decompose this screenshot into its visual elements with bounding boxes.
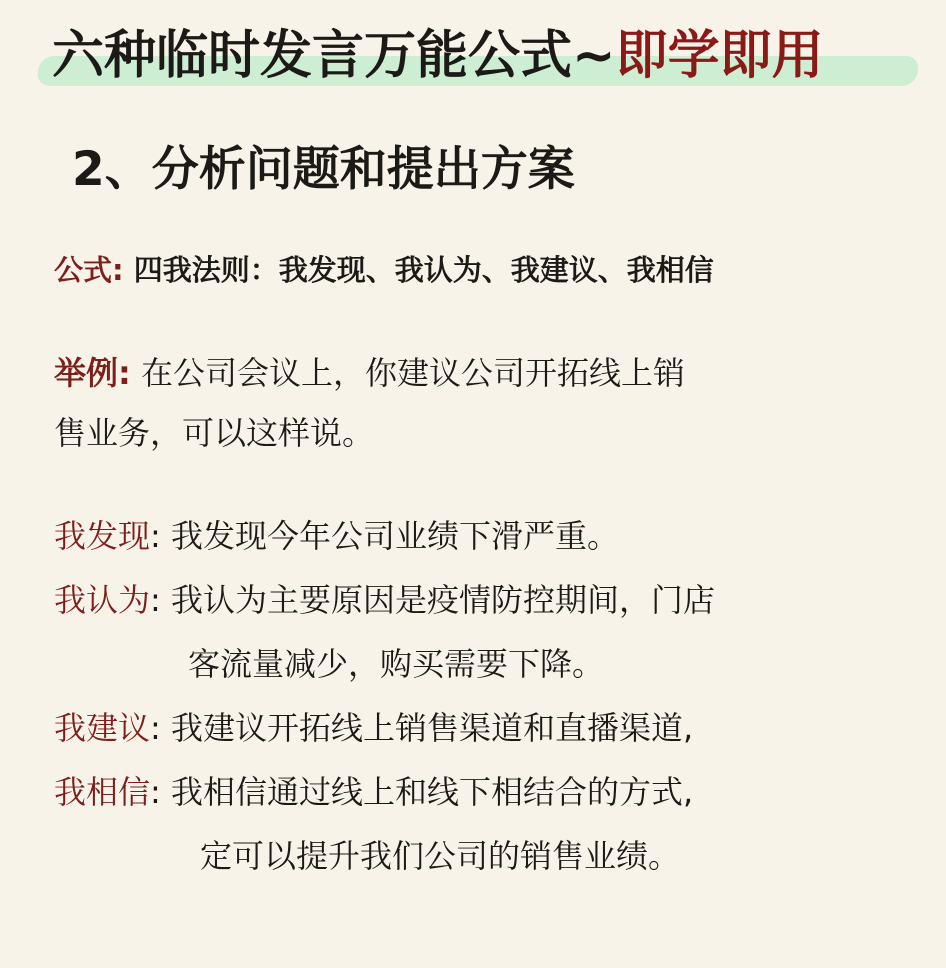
list-item-think-continuation: 客流量减少，购买需要下降。 bbox=[188, 645, 605, 683]
title-accent: 即学即用 bbox=[615, 26, 824, 86]
title-banner bbox=[38, 20, 918, 92]
four-i-list bbox=[54, 504, 914, 888]
example-line-1 bbox=[54, 343, 874, 403]
item-label: 我发现 bbox=[54, 517, 151, 555]
list-item-believe bbox=[54, 760, 914, 824]
item-text: : 我发现今年公司业绩下滑严重。 bbox=[150, 517, 619, 555]
example-label: 举例: bbox=[54, 354, 131, 392]
list-item-suggest bbox=[54, 696, 914, 760]
item-text: : 我认为主要原因是疫情防控期间，门店 bbox=[150, 581, 715, 619]
item-text: : 我相信通过线上和线下相结合的方式, bbox=[150, 773, 694, 811]
formula-label: 公式: bbox=[54, 253, 124, 287]
formula-text: 四我法则：我发现、我认为、我建议、我相信 bbox=[123, 253, 714, 287]
item-text: : 我建议开拓线上销售渠道和直播渠道, bbox=[150, 709, 694, 747]
list-item-believe-continuation: 定可以提升我们公司的销售业绩。 bbox=[200, 837, 681, 875]
title-main: 六种临时发言万能公式~ bbox=[52, 26, 616, 86]
section-heading: 2、分析问题和提出方案 bbox=[72, 142, 575, 197]
example-text-1: 在公司会议上，你建议公司开拓线上销 bbox=[130, 354, 685, 392]
item-label: 我相信 bbox=[54, 773, 151, 811]
item-label: 我建议 bbox=[54, 709, 151, 747]
example-block bbox=[54, 343, 874, 463]
formula-line bbox=[54, 248, 714, 292]
list-item-think bbox=[54, 568, 914, 632]
page-title bbox=[52, 24, 824, 88]
example-line-2: 售业务，可以这样说。 bbox=[54, 414, 375, 452]
item-label: 我认为 bbox=[54, 581, 151, 619]
list-item-discover bbox=[54, 504, 914, 568]
